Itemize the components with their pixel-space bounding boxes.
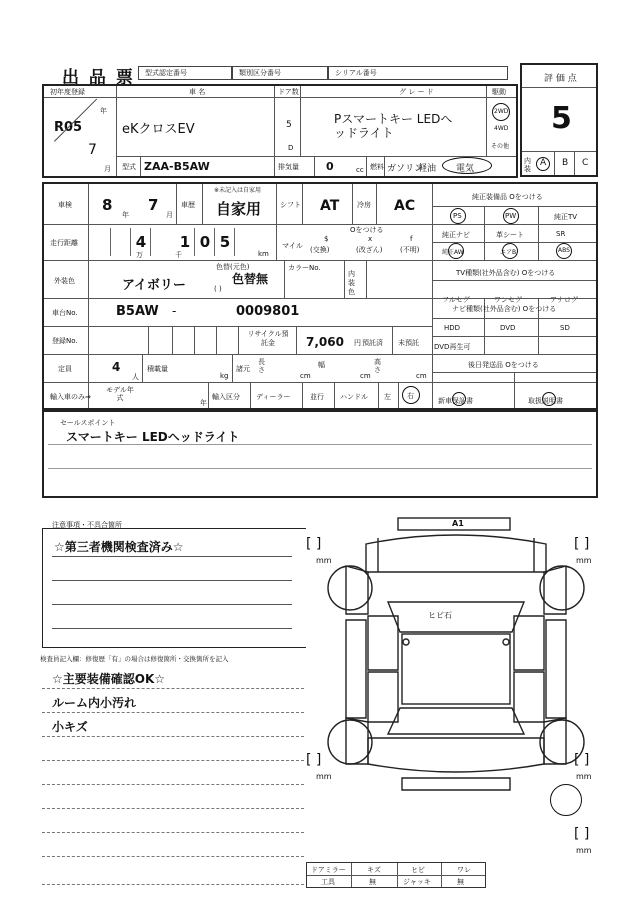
interior-grade-b: B <box>562 158 569 168</box>
recycle-not-deposited: 未預託 <box>398 339 419 347</box>
inspector-line-3: 小キズ <box>52 720 88 734</box>
break-label: ワレ <box>457 866 471 874</box>
month-value: 7 <box>88 142 97 158</box>
fuel-label: 燃料 <box>370 163 384 171</box>
original-color-field: ( ) <box>214 285 222 293</box>
model-value: ZAA-B5AW <box>144 160 210 173</box>
caution-text: ☆第三者機関検査済み☆ <box>54 540 184 554</box>
meter-tampered: (改ざん) <box>356 246 383 254</box>
reg-no-label: 登録No. <box>52 337 78 345</box>
import-parallel: 並行 <box>310 393 324 401</box>
recycle-value: 7,060 <box>306 335 344 349</box>
grade-line1: Pスマートキー LEDへ <box>334 112 453 126</box>
inspection-year-unit: 年 <box>122 211 129 219</box>
mileage-label: 走行距離 <box>50 239 78 247</box>
interior-grade-c: C <box>582 158 589 168</box>
mileage-digit[interactable] <box>112 228 131 256</box>
interior-label: 内装 <box>524 157 531 173</box>
sales-point-text: スマートキー LEDヘッドライト <box>66 430 240 444</box>
interior-grade-a: A <box>540 158 547 168</box>
year-unit: 年 <box>100 107 107 115</box>
tv-analog: アナログ <box>550 296 578 304</box>
mileage-digit[interactable] <box>92 228 111 256</box>
tools-value: 無 <box>369 878 376 886</box>
navi-hdd: HDD <box>444 324 461 332</box>
crack-label: ヒビ <box>411 866 425 874</box>
repaint-value: 色替無 <box>232 272 269 286</box>
serial-no-label: シリアル番号 <box>335 69 377 77</box>
shift-value: AT <box>320 198 340 214</box>
chassis-number: 0009801 <box>236 304 300 319</box>
recycle-deposited: 預託済 <box>362 339 383 347</box>
import-label: 輸入車のみ⇒ <box>50 393 91 401</box>
capacity-unit: 人 <box>132 373 139 381</box>
height-label: 高さ <box>374 358 381 374</box>
equip-ps: PS <box>453 212 462 220</box>
serial-no-field[interactable] <box>328 66 508 80</box>
navi-sd: SD <box>560 324 570 332</box>
inspection-month: 7 <box>148 196 159 214</box>
rating-value: 5 <box>551 101 572 136</box>
mileage-digit[interactable]: 4 <box>132 228 151 256</box>
chassis-dash: - <box>172 304 177 318</box>
grade-line2: ッドライト <box>334 126 394 140</box>
mm-bl: mm <box>316 772 332 781</box>
type-no-field[interactable] <box>138 66 232 80</box>
class-no-label: 類別区分番号 <box>239 69 281 77</box>
bumper-label: A1 <box>452 519 464 528</box>
registration-box <box>42 84 518 178</box>
car-name: eKクロスEV <box>122 122 195 137</box>
inspector-line-1: ☆主要装備確認OK☆ <box>52 672 166 686</box>
ac-value: AC <box>394 198 416 214</box>
meter-exchanged: (交換) <box>310 246 330 254</box>
doors-value: 5 <box>286 120 292 130</box>
meter-tampered-sym: x <box>368 235 373 243</box>
sales-point-box <box>42 410 598 498</box>
navi-dvd: DVD <box>500 324 516 332</box>
later-manual: 取扱説明書 <box>528 397 563 405</box>
mirror-label: ドアミラー <box>311 866 346 874</box>
bracket-spare: [ ] <box>574 826 590 842</box>
mm-tl: mm <box>316 556 332 565</box>
navi-title: ナビ種類(社外品含む) Oをつける <box>452 305 557 313</box>
equip-tv: 純正TV <box>554 213 578 221</box>
inspector-line-2: ルーム内小汚れ <box>52 696 137 710</box>
color-no-label: カラーNo. <box>288 264 321 272</box>
interior-color-label: 内装色 <box>348 270 355 296</box>
genuine-title: 純正装備品 Oをつける <box>472 193 543 201</box>
import-type-label: 輸入区分 <box>212 393 240 401</box>
length-unit: cm <box>300 372 311 380</box>
repaint-label: 色替(元色) <box>216 263 250 271</box>
bracket-tr: [ ] <box>574 536 590 552</box>
spare-tire-circle <box>550 784 582 816</box>
handle-left: 左 <box>384 393 391 401</box>
mileage-man-unit: 万 <box>136 251 143 259</box>
color-value: アイボリー <box>122 278 186 293</box>
mm-tr: mm <box>576 556 592 565</box>
load-label: 積載量 <box>147 365 168 373</box>
month-unit: 月 <box>104 165 111 173</box>
mm-br: mm <box>576 772 592 781</box>
drive-label: 駆動 <box>492 88 506 96</box>
later-title: 後日発送品 Oをつける <box>468 361 539 369</box>
car-name-label: 車 名 <box>189 88 206 96</box>
chassis-prefix: B5AW <box>116 304 159 319</box>
later-warranty: 新車保証書 <box>438 397 473 405</box>
windshield-note: ヒビ石 <box>428 611 452 620</box>
import-dealer: ディーラー <box>256 393 291 401</box>
equip-sr: SR <box>556 230 566 238</box>
rating-box <box>520 63 598 177</box>
history-value: 自家用 <box>216 200 262 218</box>
meter-mark-label: Oをつける <box>350 226 384 234</box>
km-unit: km <box>258 250 269 258</box>
mileage-sen-unit: 千 <box>175 251 182 259</box>
tools-table <box>306 862 486 888</box>
drive-other: その他 <box>491 143 510 150</box>
chassis-label: 車台No. <box>52 309 78 317</box>
displacement-label: 排気量 <box>278 163 299 171</box>
details-box <box>42 182 598 410</box>
capacity-label: 定員 <box>58 365 72 373</box>
handle-label: ハンドル <box>340 393 368 401</box>
tools-label: 工具 <box>321 878 335 886</box>
bracket-tl: [ ] <box>306 536 322 552</box>
fuel-diesel: 軽油 <box>418 164 437 174</box>
equip-pw: PW <box>505 212 517 220</box>
bracket-br: [ ] <box>574 752 590 768</box>
length-label: 長さ <box>258 358 265 374</box>
bracket-bl: [ ] <box>306 752 322 768</box>
mm-spare: mm <box>576 846 592 855</box>
inspection-month-unit: 月 <box>166 211 173 219</box>
ac-label: 冷房 <box>357 201 371 209</box>
shift-label: シフト <box>280 201 301 209</box>
height-unit: cm <box>416 372 427 380</box>
color-label: 外装色 <box>54 277 75 285</box>
model-year-label: モデル年式 <box>106 386 134 402</box>
equipment-panel <box>432 184 596 408</box>
grade-label: グ レ ー ド <box>399 88 434 96</box>
equip-leather: 革シート <box>496 231 524 239</box>
first-reg-label: 初年度登録 <box>50 88 85 96</box>
model-label: 型式 <box>122 163 136 171</box>
jack-label: ジャッキ <box>403 878 431 886</box>
handle-right: 右 <box>407 392 414 400</box>
tv-oneseg: ワンセグ <box>494 296 522 304</box>
equip-abs: ABS <box>558 247 570 254</box>
meter-unknown-sym: f <box>410 235 413 243</box>
tv-title: TV種類(社外品含む) Oをつける <box>456 269 556 277</box>
meter-unknown: (不明) <box>400 246 420 254</box>
fuel-gasoline: ガソリン <box>387 164 424 174</box>
meter-exchanged-sym: $ <box>324 235 329 243</box>
drive-2wd: 2WD <box>494 108 509 115</box>
rating-label: 評 価 点 <box>544 74 577 84</box>
model-year-unit: 年 <box>200 399 207 407</box>
equip-aw: 純正AW <box>442 249 464 256</box>
page-title: 出 品 票 <box>62 68 135 88</box>
inspector-label: 検査員記入欄：修復歴「有」の場合は修復箇所・交換箇所を記入 <box>40 655 229 663</box>
kg-unit: kg <box>220 372 229 380</box>
drive-4wd: 4WD <box>494 125 509 132</box>
fuel-electric: 電気 <box>456 164 475 174</box>
inspection-label: 車検 <box>58 201 72 209</box>
dims-label: 諸元 <box>236 365 250 373</box>
equip-navi: 純正ナビ <box>442 231 470 239</box>
mileage-digit[interactable]: 0 <box>196 228 215 256</box>
history-label: 車歴 <box>181 201 195 209</box>
scratch-label: キズ <box>367 866 381 874</box>
history-note: ※未記入は自家用 <box>214 187 262 194</box>
doors-label: ドア数 <box>278 88 299 96</box>
class-no-field[interactable] <box>232 66 328 80</box>
equip-airbag: エアB <box>500 249 517 256</box>
cc-unit: cc <box>356 166 364 174</box>
sales-point-label: セールスポイント <box>60 419 116 427</box>
mile-label: マイル <box>282 242 303 250</box>
width-label: 幅 <box>318 361 325 369</box>
capacity-value: 4 <box>112 360 121 374</box>
type-no-label: 型式認定番号 <box>145 69 187 77</box>
width-unit: cm <box>360 372 371 380</box>
displacement-value: 0 <box>326 160 334 173</box>
recycle-label: リサイクル預託金 <box>247 330 289 347</box>
mileage-digit[interactable]: 5 <box>216 228 235 256</box>
mileage-digit[interactable]: 1 <box>176 228 195 256</box>
caution-label: 注意事項・不具合箇所 <box>52 521 122 529</box>
tv-fullseg: フルセグ <box>442 296 470 304</box>
jack-value: 無 <box>457 878 464 886</box>
inspection-year: 8 <box>102 196 113 214</box>
dvd-playback: DVD再生可 <box>434 343 471 351</box>
recycle-unit: 円 <box>354 339 361 347</box>
doors-unit: D <box>288 144 294 152</box>
era-year: R05 <box>54 120 83 135</box>
